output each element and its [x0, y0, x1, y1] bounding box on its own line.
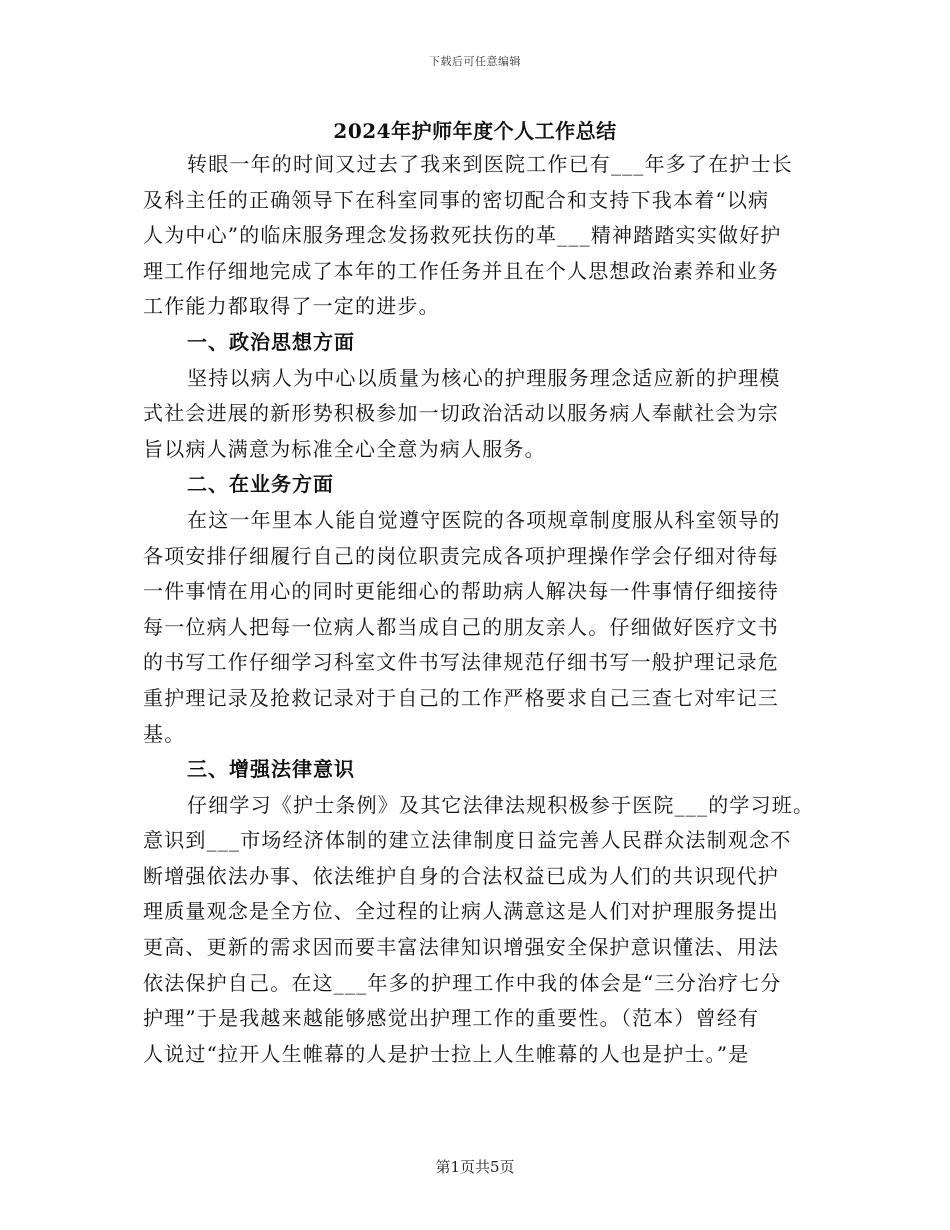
paragraph-line: 断增强依法办事、依法维护自身的合法权益已成为人们的共识现代护 [143, 863, 779, 888]
page-number: 第1页共5页 [435, 1158, 515, 1176]
paragraph-line: 基。 [143, 721, 186, 746]
document-title: 2024年护师年度个人工作总结 [333, 119, 617, 143]
paragraph-line: 坚持以病人为中心以质量为核心的护理服务理念适应新的护理模 [187, 365, 781, 390]
paragraph-line: 工作能力都取得了一定的进步。 [143, 294, 440, 319]
section-heading: 一、政治思想方面 [187, 329, 355, 354]
paragraph-line: 的书写工作仔细学习科室文件书写法律规范仔细书写一般护理记录危 [143, 650, 779, 675]
paragraph-line: 重护理记录及抢救记录对于自己的工作严格要求自己三查七对牢记三 [143, 685, 779, 710]
paragraph-line: 更高、更新的需求因而要丰富法律知识增强安全保护意识懂法、用法 [143, 935, 779, 960]
paragraph-line: 依法保护自己。在这___年多的护理工作中我的体会是“三分治疗七分 [143, 970, 782, 995]
paragraph-line: 护理”于是我越来越能够感觉出护理工作的重要性。（范本）曾经有 [143, 1006, 760, 1031]
paragraph-line: 每一位病人把每一位病人都当成自己的朋友亲人。仔细做好医疗文书 [143, 614, 779, 639]
paragraph-line: 理质量观念是全方位、全过程的让病人满意这是人们对护理服务提出 [143, 899, 779, 924]
paragraph-line: 及科主任的正确领导下在科室同事的密切配合和支持下我本着“以病 [143, 187, 770, 212]
paragraph-line: 转眼一年的时间又过去了我来到医院工作已有___年多了在护士长 [187, 152, 793, 176]
paragraph-line: 理工作仔细地完成了本年的工作任务并且在个人思想政治素养和业务 [143, 258, 779, 283]
paragraph-line: 意识到___市场经济体制的建立法律制度日益完善人民群众法制观念不 [143, 828, 792, 853]
paragraph-line: 式社会进展的新形势积极参加一切政治活动以服务病人奉献社会为宗 [143, 401, 779, 426]
paragraph-line: 仔细学习《护士条例》及其它法律法规积极参于医院___的学习班。 [187, 792, 815, 817]
paragraph-line: 各项安排仔细履行自己的岗位职责完成各项护理操作学会仔细对待每 [143, 543, 779, 568]
document-body [143, 147, 823, 1072]
paragraph-line: 在这一年里本人能自觉遵守医院的各项规章制度服从科室领导的 [187, 507, 781, 532]
paragraph-line: 人说过“拉开人生帷幕的人是护士拉上人生帷幕的人也是护士。”是 [143, 1041, 750, 1066]
paragraph-line: 人为中心”的临床服务理念发扬救死扶伤的革___精神踏踏实实做好护 [143, 223, 782, 248]
page-header-note: 下载后可任意编辑 [429, 55, 521, 68]
paragraph-line: 一件事情在用心的同时更能细心的帮助病人解决每一件事情仔细接待 [143, 579, 779, 604]
section-heading: 三、增强法律意识 [187, 757, 355, 782]
section-heading: 二、在业务方面 [187, 472, 334, 497]
paragraph-line: 旨以病人满意为标准全心全意为病人服务。 [143, 436, 546, 461]
